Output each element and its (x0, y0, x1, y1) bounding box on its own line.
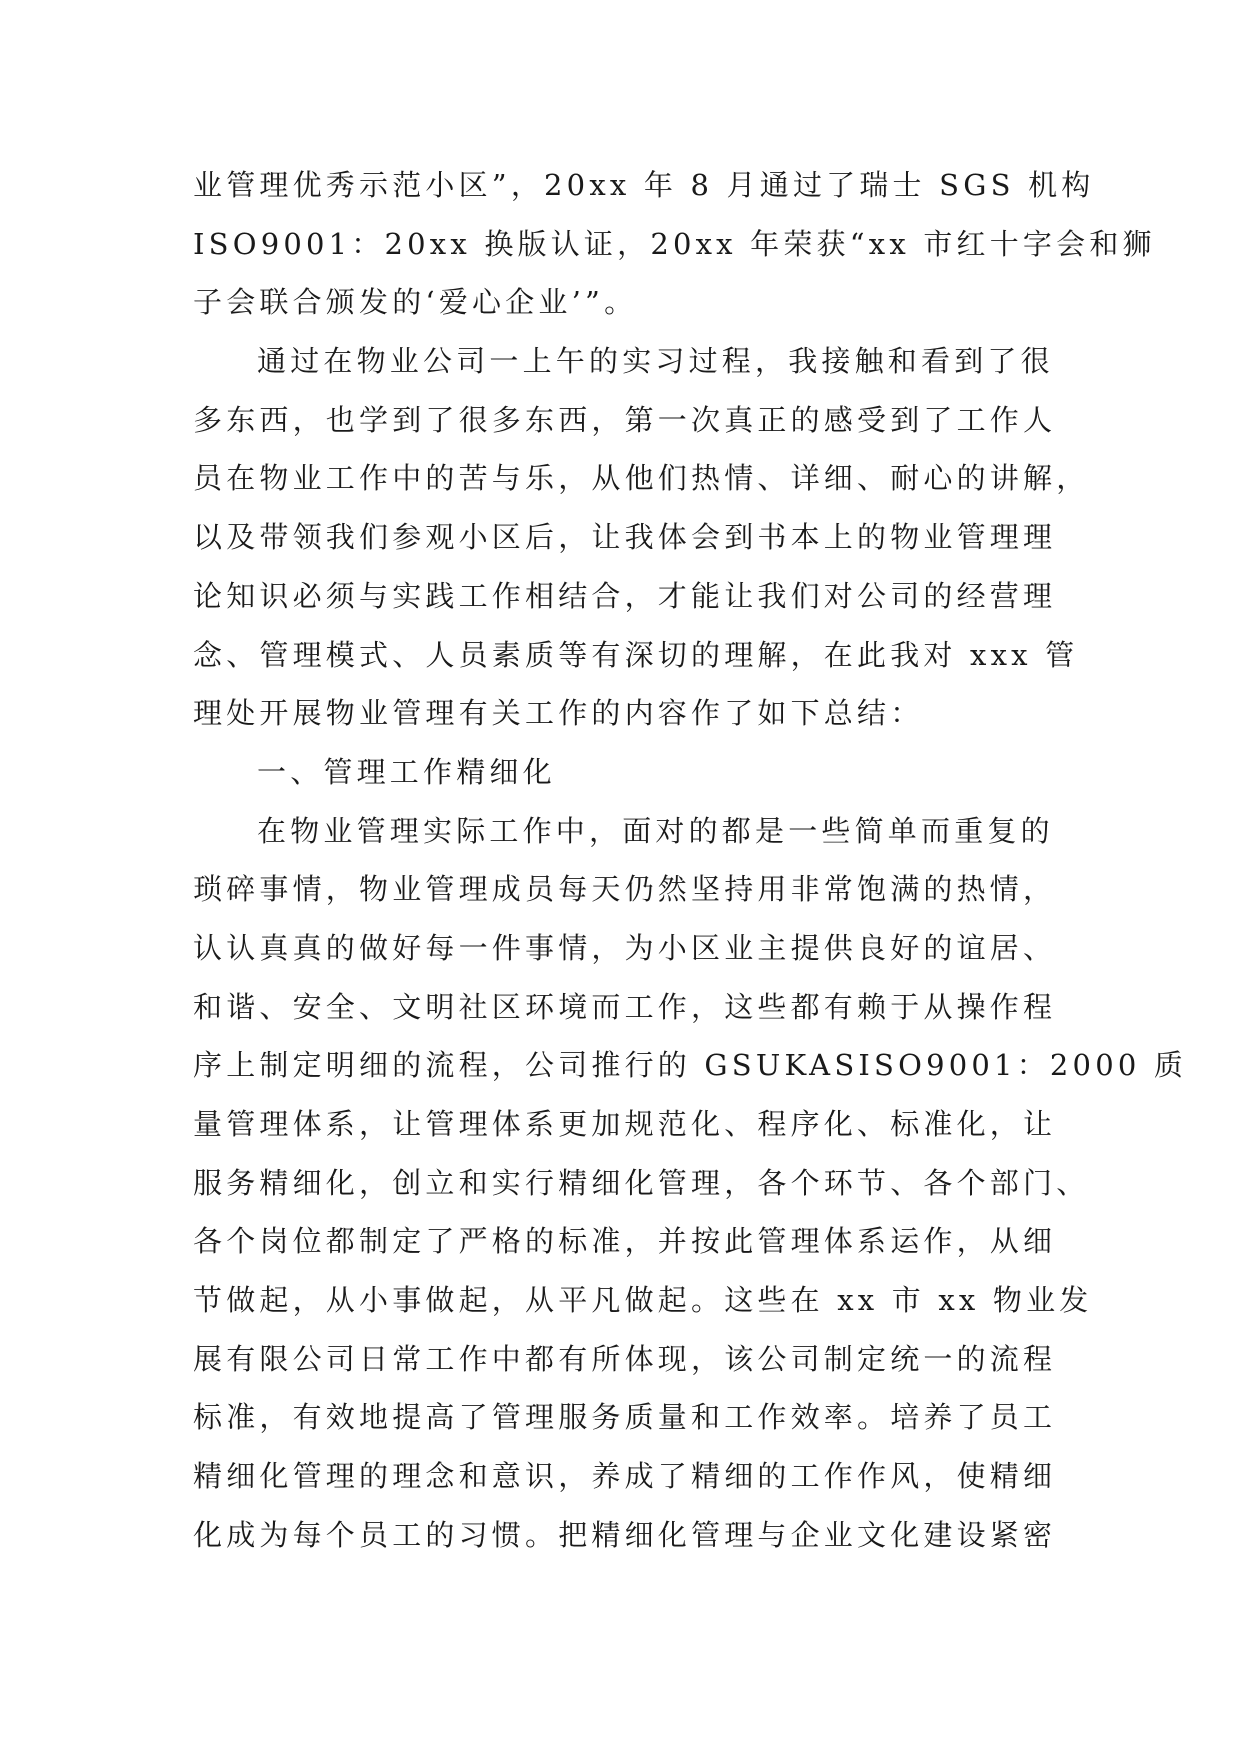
text-line: 精细化管理的理念和意识，养成了精细的工作作风，使精细 (193, 1459, 1057, 1494)
text-line: 服务精细化，创立和实行精细化管理，各个环节、各个部门、 (193, 1165, 1090, 1200)
paragraph-first-line: 通过在物业公司一上午的实习过程，我接触和看到了很 (257, 344, 1054, 379)
text-line: ISO9001：20xx 换版认证，20xx 年荣获“xx 市红十字会和狮 (193, 226, 1156, 261)
text-line: 量管理体系，让管理体系更加规范化、程序化、标准化，让 (193, 1107, 1057, 1141)
paragraph-first-line: 在物业管理实际工作中，面对的都是一些简单而重复的 (257, 813, 1054, 848)
text-line: 子会联合颁发的‘爱心企业’”。 (193, 285, 638, 320)
text-line: 论知识必须与实践工作相结合，才能让我们对公司的经营理 (193, 578, 1057, 613)
text-line: 各个岗位都制定了严格的标准，并按此管理体系运作，从细 (193, 1224, 1057, 1259)
text-line: 业管理优秀示范小区”，20xx 年 8 月通过了瑞士 SGS 机构 (193, 168, 1095, 202)
text-line: 化成为每个员工的习惯。把精细化管理与企业文化建设紧密 (193, 1517, 1057, 1552)
text-line: 琐碎事情，物业管理成员每天仍然坚持用非常饱满的热情， (193, 872, 1057, 907)
text-line: 理处开展物业管理有关工作的内容作了如下总结： (193, 696, 924, 731)
text-line: 标准，有效地提高了管理服务质量和工作效率。培养了员工 (193, 1400, 1057, 1435)
text-line: 念、管理模式、人员素质等有深切的理解，在此我对 xxx 管 (193, 637, 1079, 672)
text-line: 员在物业工作中的苦与乐，从他们热情、详细、耐心的讲解， (193, 461, 1090, 496)
section-heading: 一、管理工作精细化 (257, 754, 556, 789)
text-line: 认认真真的做好每一件事情，为小区业主提供良好的谊居、 (193, 930, 1057, 965)
document-body (193, 156, 1188, 1565)
text-line: 和谐、安全、文明社区环境而工作，这些都有赖于从操作程 (193, 989, 1057, 1024)
text-line: 多东西，也学到了很多东西，第一次真正的感受到了工作人 (193, 402, 1057, 437)
text-line: 序上制定明细的流程，公司推行的 GSUKASISO9001：2000 质 (193, 1048, 1188, 1083)
text-line: 展有限公司日常工作中都有所体现，该公司制定统一的流程 (193, 1341, 1057, 1376)
text-line: 以及带领我们参观小区后，让我体会到书本上的物业管理理 (193, 520, 1057, 555)
text-line: 节做起，从小事做起，从平凡做起。这些在 xx 市 xx 物业发 (193, 1283, 1093, 1318)
